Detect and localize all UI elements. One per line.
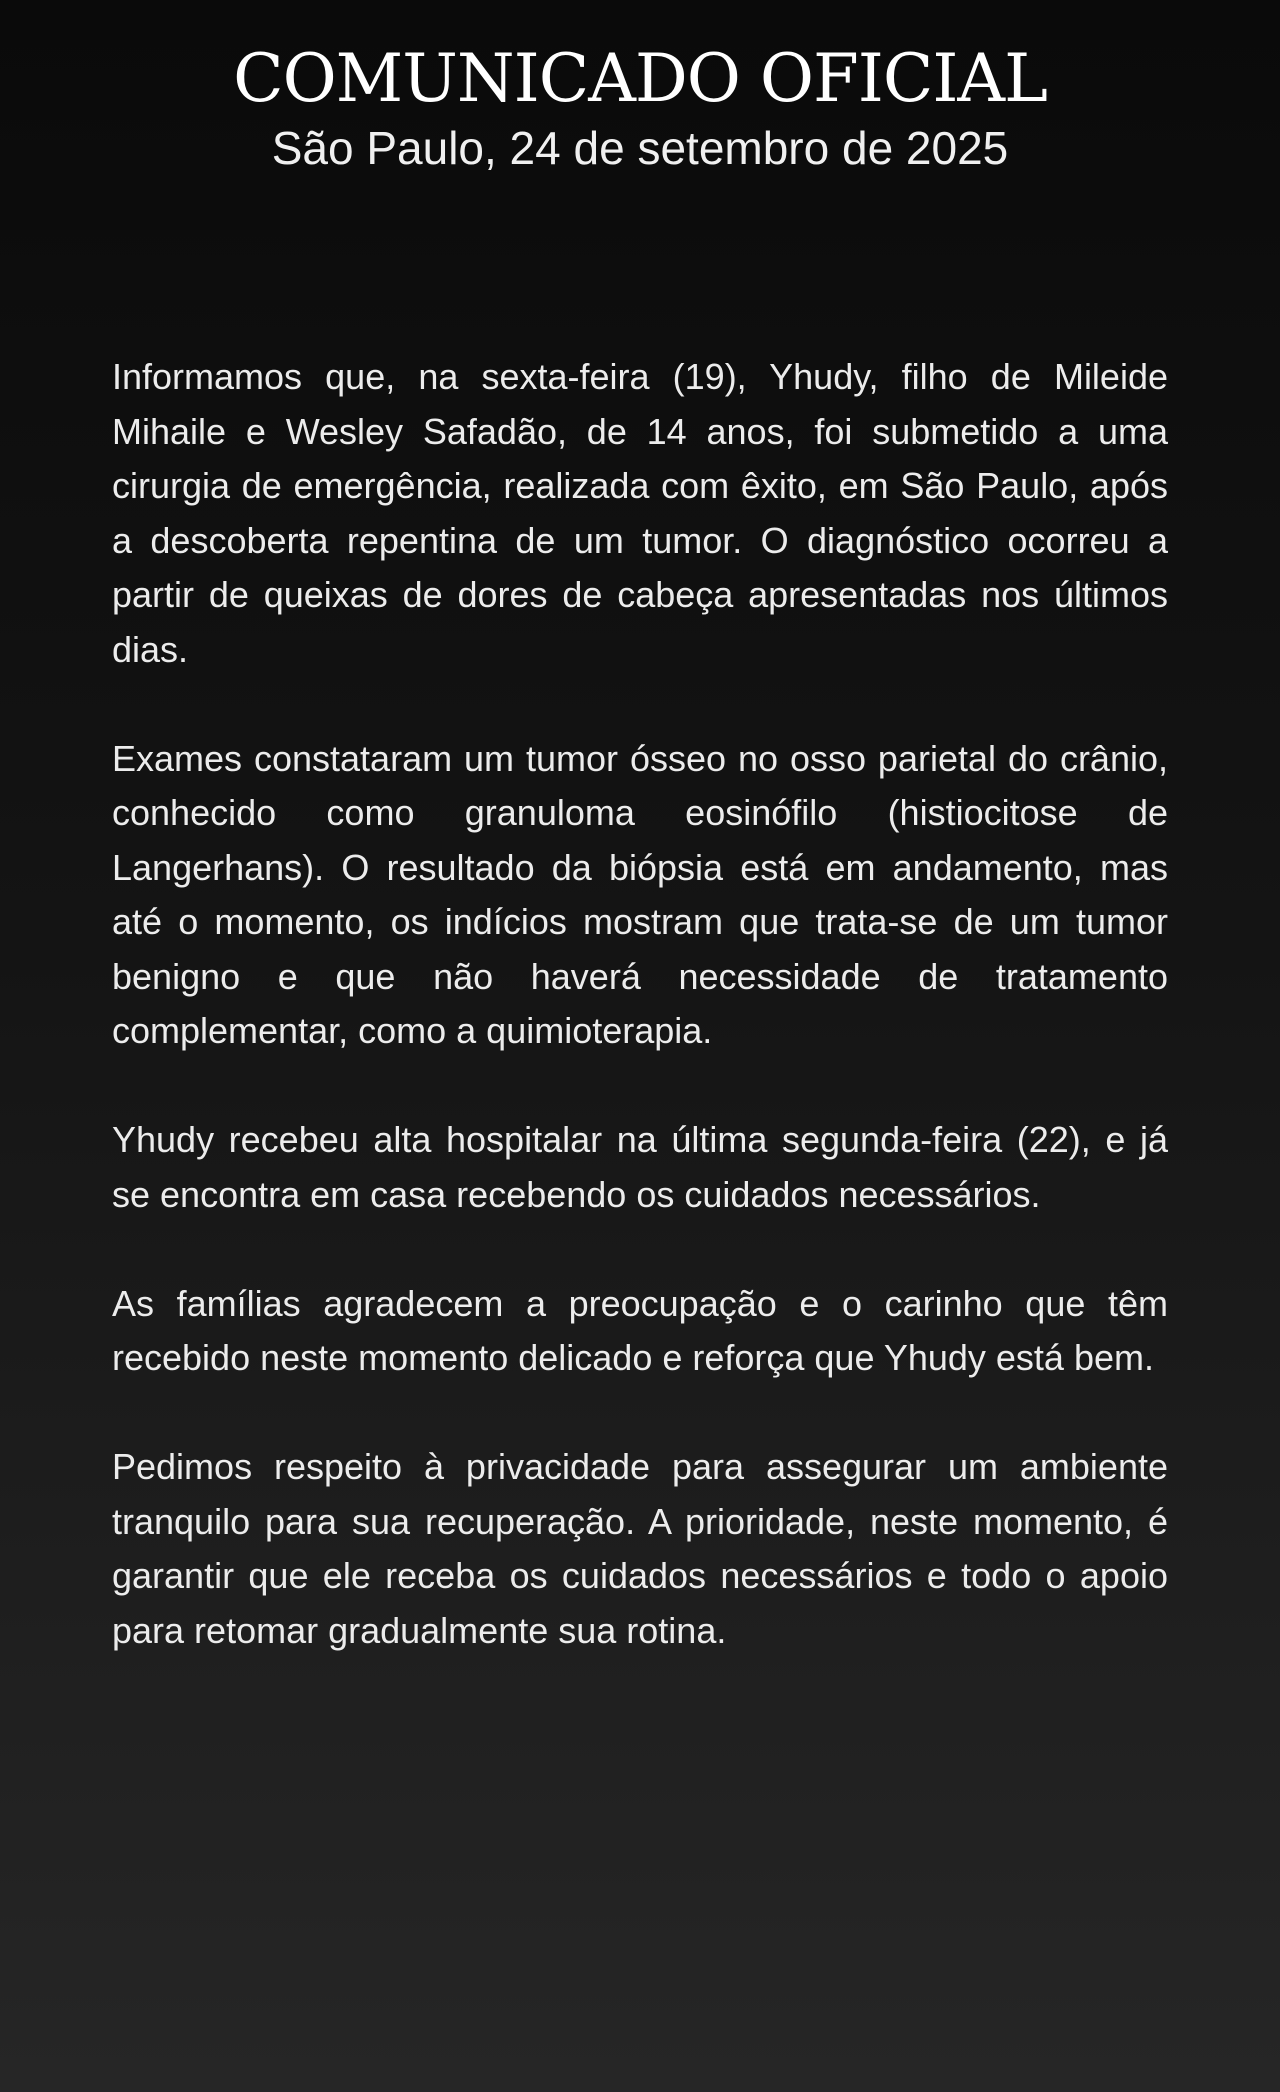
paragraph-privacy: Pedimos respeito à privacidade para assegurar um ambiente tranquilo para sua recuperação. A prioridade, neste momento, é garantir que ele receba os cuidados necessários e todo o apoio para retomar gradualmente sua rotina. xyxy=(112,1446,1168,1651)
paragraph-discharge: Yhudy recebeu alta hospitalar na última segunda-feira (22), e já se encontra em casa recebendo os cuidados necessários. xyxy=(112,1119,1168,1215)
location-date: São Paulo, 24 de setembro de 2025 xyxy=(271,122,1009,174)
page-title: COMUNICADO OFICIAL xyxy=(233,40,1047,117)
paragraph-exams: Exames constataram um tumor ósseo no osso parietal do crânio, conhecido como granuloma eosinófilo (histiocitose de Langerhans). O resultado da biópsia está em andamento, mas até o momento, os indícios mostram que trata-se de um tumor benigno e que não haverá necessidade de tratamento complementar, como a quimioterapia. xyxy=(112,737,1168,1051)
statement-body xyxy=(112,350,1168,1713)
paragraph-thanks: As famílias agradecem a preocupação e o carinho que têm recebido neste momento delicado e reforça que Yhudy está bem. xyxy=(112,1282,1168,1378)
paragraph-surgery: Informamos que, na sexta-feira (19), Yhudy, filho de Mileide Mihaile e Wesley Safadão, de 14 anos, foi submetido a uma cirurgia de emergência, realizada com êxito, em São Paulo, após a descoberta repentina de um tumor. O diagnóstico ocorreu a partir de queixas de dores de cabeça apresentadas nos últimos dias. xyxy=(112,356,1168,670)
